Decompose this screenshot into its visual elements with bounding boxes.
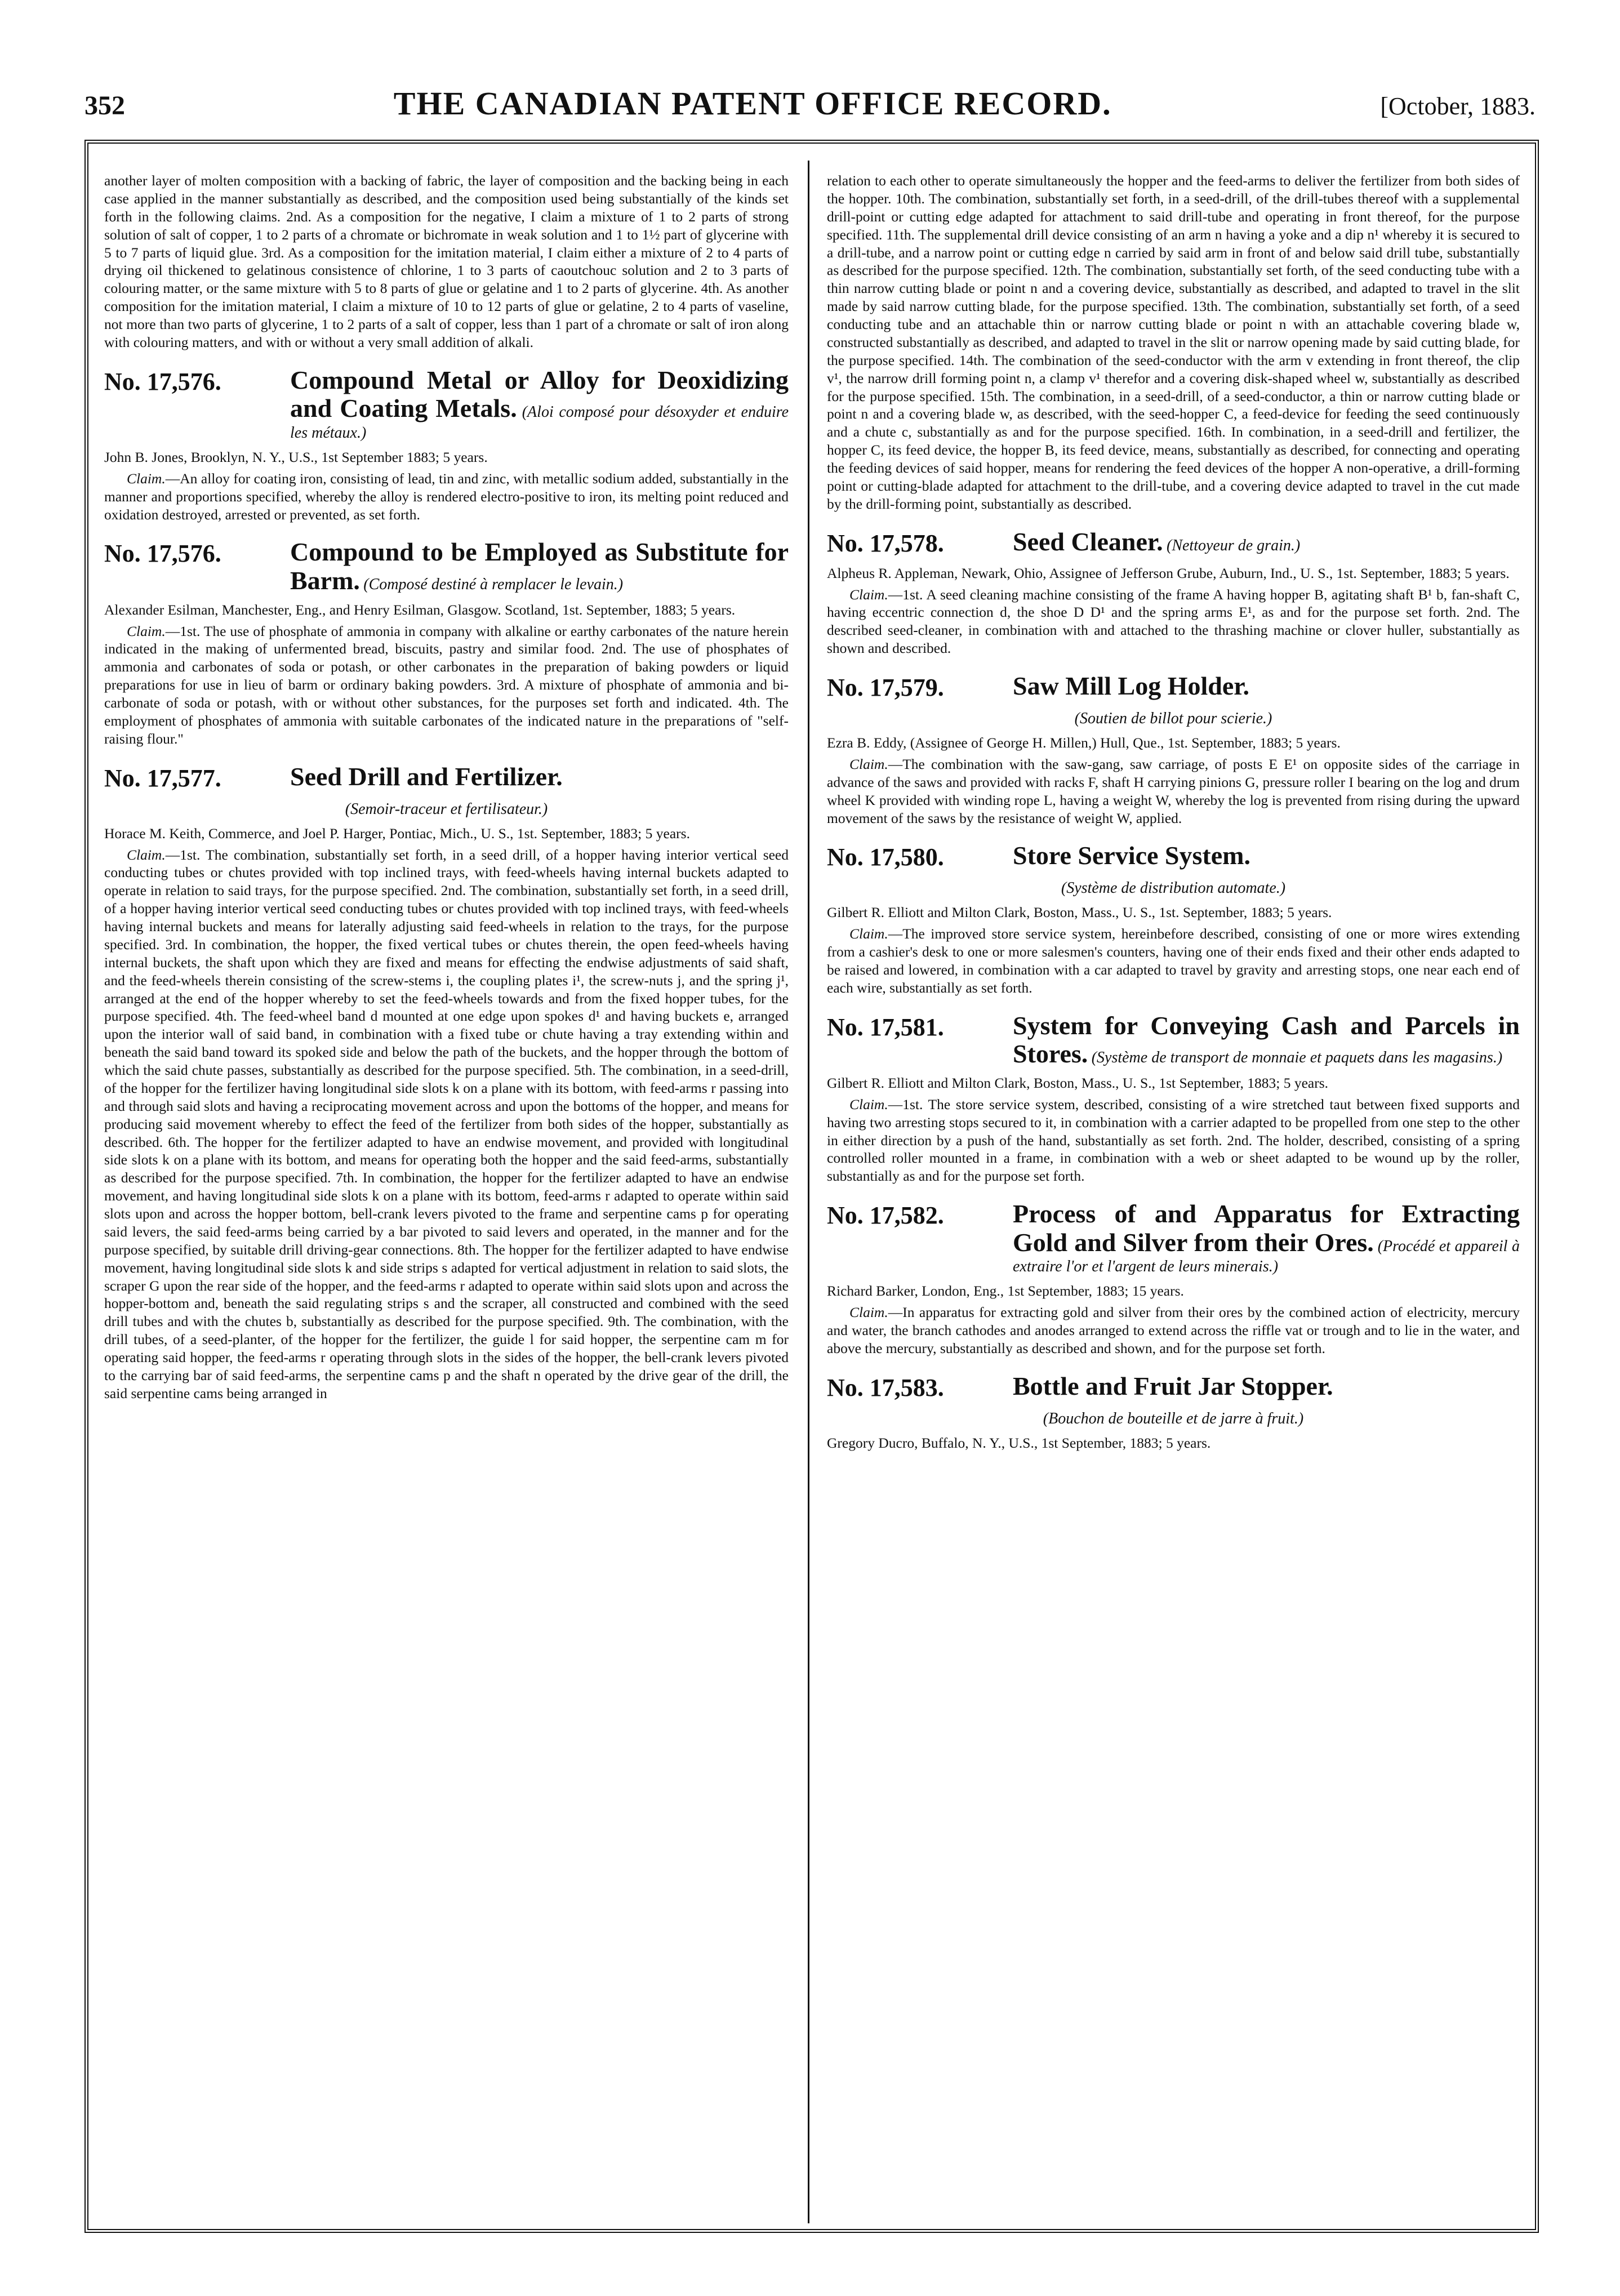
patent-title: Seed Cleaner. xyxy=(1013,527,1163,556)
patent-entry xyxy=(104,366,789,524)
patent-entry xyxy=(104,538,789,747)
claim-text xyxy=(827,586,1520,658)
patent-number: No. 17,580. xyxy=(827,843,944,871)
claim-text xyxy=(827,755,1520,827)
claim-body: —1st. The combination, substantially set forth, in a seed drill, of a hopper having interior vertical seed conducting tubes or chutes provided with top inclined trays, with feed-wheels having internal buckets adapted to operate in relation to said trays, for the purpose specified. 2nd. The combination, substantially set forth, in a seed drill, of a hopper having interior vertical seed conducting tubes or chutes provided with top inclined trays, with feed-wheels having internal buckets and means for laterally adjusting said feed-wheels in relation to the trays, for the purpose specified. 3rd. In combination, the hopper, the fixed vertical tubes or chutes therein, the open feed-wheels having internal buckets, the shaft upon which they are fixed and means for effecting the endwise adjustments of said shaft, and the feed-wheels therein consisting of the screw-stems i, the coupling plates i¹, the screw-nuts j, and the spring j¹, arranged at the end of the hopper whereby to set the feed-wheels towards and from the fixed hopper tubes, for the purpose specified. 4th. The feed-wheel band d mounted at one edge upon spokes d¹ and having buckets e, arranged upon the interior wall of said band, in combination with a fixed tube or chute having a tray extending within and beneath the said band toward its spoked side and below the path of the buckets, and the hopper through the bottom of which the said chute passes, substantially as described for the purpose specified. 5th. The combination, in a seed-drill, of the hopper for the fertilizer having longitudinal side slots k on a plane with its bottom, with feed-arms r passing into and through said slots and having a reciprocating movement across and upon the bottoms of the hopper, and means for producing said movement whereby to effect the feed of the fertilizer from both sides of the hopper, substantially as described. 6th. The hopper for the fertilizer adapted to have an endwise movement, and provided with longitudinal side slots k on a plane with its bottom, and means for operating both the hopper and the said feed-arms, substantially as described for the purpose specified. 7th. In combination, the hopper for the fertilizer adapted to have an endwise movement, and having longitudinal side slots k on a plane with its bottom, feed-arms r adapted to operate within said slots upon and across the hopper bottom, bell-crank levers pivoted to the frame and serpentine cams p for operating said levers, the said feed-arms being carried by a bar pivoted to said levers and operated, in the manner and for the purpose specified, by suitable drill driving-gear connections. 8th. The hopper for the fertilizer adapted to have endwise movement, having longitudinal side slots k and side strips s adapted for vertical adjustment in relation to said slots, the scraper G upon the rear side of the hopper, and the feed-arms r adapted to operate within said slots upon and across the hopper-bottom and, beneath the said regulating strips s and the scraper, all constructed and combined with the seed drill tubes and with the chutes b, substantially as described for the purpose specified. 9th. The combination, with the drill tubes, of a seed-planter, of the hopper for the fertilizer, the guide l for said hopper, the serpentine cam m for operating said hopper, the feed-arms r operating through slots in the sides of the hopper, the bell-crank levers pivoted to the carrying bar of said feed-arms, the serpentine cams p and the shaft n operated by the drive gear of the drill, the said serpentine cams being arranged in xyxy=(104,846,789,1401)
patent-number: No. 17,583. xyxy=(827,1373,944,1401)
continued-claim-text: another layer of molten composition with a backing of fabric, the layer of composition and the backing being in each case applied in the manner substantially as described, and the composition used being substantially of the kinds set forth in the following claims. 2nd. As a composition for the negative, I claim a mixture of 1 to 2 parts of strong solution of salt of copper, 1 to 2 parts of a chromate or bichromate in weak solution and 1 to 1½ part of glycerine with 5 to 7 parts of liquid glue. 3rd. As a composition for the imitation material, I claim either a mixture of 2 to 4 parts of drying oil thickened to gelatinous consistence of chlorine, 1 to 3 parts of caoutchouc solution and 2 to 3 parts of colouring matter, or the same mixture with 5 to 8 parts of glue or gelatine and 1 to 2 parts of glycerine. 4th. As another composition for the imitation material, I claim a mixture of 10 to 12 parts of glue or gelatine, 2 to 4 parts of vaseline, not more than two parts of glycerine, 1 to 2 parts of a salt of copper, less than 1 part of a chromate or salt of iron along with colouring matters, and with or without a very small addition of alkali. xyxy=(104,172,789,350)
patent-entry xyxy=(827,1012,1520,1185)
page-header xyxy=(84,84,1536,135)
entry-heading xyxy=(827,842,1520,873)
claim-label: Claim. xyxy=(127,846,166,863)
patent-title: System for Conveying Cash and Parcels in Stores. xyxy=(1013,1011,1520,1069)
claim-text xyxy=(827,1096,1520,1185)
french-title: (Système de distribution automate.) xyxy=(1061,879,1286,897)
patent-number: No. 17,582. xyxy=(827,1202,944,1230)
patent-number: No. 17,576. xyxy=(104,540,221,568)
patentee-line: Gilbert R. Elliott and Milton Clark, Boston, Mass., U. S., 1st September, 1883; 5 years. xyxy=(827,1074,1329,1091)
claim-label: Claim. xyxy=(849,586,888,603)
claim-body: —The combination with the saw-gang, saw carriage, of posts E E¹ on opposite sides of the carriage in advance of the saws and provided with racks F, shaft H carrying pinions G, pressure roller I bearing on the log and drum wheel K provided with winding rope L, having a weight W, whereby the log is prevented from rising during the upward movement of the saws by the resistance of weight W, applied. xyxy=(827,755,1520,826)
patent-title: Process of and Apparatus for Extracting Gold and Silver from their Ores. xyxy=(1013,1199,1520,1257)
patent-number: No. 17,579. xyxy=(827,674,944,701)
patent-number: No. 17,581. xyxy=(827,1013,944,1041)
entry-heading xyxy=(827,1200,1520,1276)
french-title: (Bouchon de bouteille et de jarre à fruit.) xyxy=(1043,1409,1304,1427)
patentee-line: Gregory Ducro, Buffalo, N. Y., U.S., 1st September, 1883; 5 years. xyxy=(827,1434,1211,1451)
french-title: (Système de transport de monnaie et paquets dans les magasins.) xyxy=(1091,1049,1503,1067)
column-divider xyxy=(808,161,809,2223)
claim-text xyxy=(827,925,1520,997)
claim-body: —The improved store service system, hereinbefore described, consisting of one or more wires extending from a cashier's desk to one or more salesmen's counters, having one of their ends fixed and their other ends adapted to be raised and lowered, in combination with a car adapted to travel by gravity and arresting stops, one near each end of each wire, substantially as set forth. xyxy=(827,925,1520,996)
claim-label: Claim. xyxy=(127,622,166,639)
patentee-line: Alpheus R. Appleman, Newark, Ohio, Assignee of Jefferson Grube, Auburn, Ind., U. S., 1st. September, 1883; 5 years. xyxy=(827,564,1510,581)
claim-label: Claim. xyxy=(849,1096,888,1113)
patent-entry xyxy=(104,763,789,1403)
french-title: (Procédé et appareil à extraire l'or et l'argent de leurs minerais.) xyxy=(1013,1237,1520,1276)
patent-entry xyxy=(827,528,1520,657)
patent-title: Store Service System. xyxy=(1013,841,1250,870)
patentee-line: Alexander Esilman, Manchester, Eng., and Henry Esilman, Glasgow. Scotland, 1st. September, 1883; 5 years. xyxy=(104,601,736,618)
entry-heading xyxy=(104,538,789,595)
patent-entry xyxy=(827,1372,1520,1452)
patent-title: Bottle and Fruit Jar Stopper. xyxy=(1013,1371,1333,1400)
claim-text xyxy=(104,846,789,1403)
right-column xyxy=(827,172,1520,2222)
patent-entry xyxy=(827,842,1520,996)
patentee-line: John B. Jones, Brooklyn, N. Y., U.S., 1st September 1883; 5 years. xyxy=(104,448,488,465)
continued-claim-text: relation to each other to operate simultaneously the hopper and the feed-arms to deliver the fertilizer from both sides of the hopper. 10th. The combination, substantially set forth, in a seed-drill, of the drill-tubes thereof with a supplemental drill-point or cutting edge adapted for attachment to said drill-tube and operating in front thereof, for the purpose specified. 11th. The supplemental drill device consisting of an arm n having a yoke and a dip n¹ whereby it is secured to a drill-tube, and a narrow point or cutting edge n carried by said arm in front of and below said drill tube, substantially as described for the purpose specified. 12th. The combination, substantially set forth, of the seed conducting tube with a thin narrow cutting blade or point n and a covering device, substantially as described, and adapted to travel in the slit made by said narrow cutting blade, for the purpose specified. 13th. The combination, substantially set forth, of a seed conducting tube and an attachable thin or narrow cutting blade or point n with an attachable covering blade w, constructed substantially as described, and adapted to travel in the slit or narrow opening made by said cutting blade, for the purpose specified. 14th. The combination of the seed-conductor with the arm v extending in front thereof, the clip v¹, the narrow drill forming point n, a clamp v¹ therefor and a covering disk-shaped wheel w, substantially as described for the purpose specified. 15th. The combination, in a seed-drill, of a seed-conductor, a thin or narrow cutting blade or point n and a covering blade w, as described, with the seed-hopper C, a feed-device for feeding the seed continuously and a chute c, substantially as and for the purpose specified. 16th. In combination, in a seed-drill and fertilizer, the hopper C, its feed device, the hopper B, its feed device, means, substantially as described, for connecting and operating the feeding devices of said hopper, means for rendering the feed devices of the hopper A non-operative, a drill-forming point or cutting-blade adapted for attachment to the drill-tube, and a covering device adapted to travel in the cut made by the drill-forming point, substantially as described. xyxy=(827,172,1520,512)
patent-title: Compound to be Employed as Substitute for Barm. xyxy=(290,537,789,595)
claim-label: Claim. xyxy=(849,755,888,772)
french-title: (Composé destiné à remplacer le levain.) xyxy=(363,576,624,594)
page-number: 352 xyxy=(84,91,125,121)
journal-title: THE CANADIAN PATENT OFFICE RECORD. xyxy=(393,85,1112,122)
claim-text xyxy=(827,1303,1520,1358)
issue-date: [October, 1883. xyxy=(1380,92,1536,120)
claim-text xyxy=(104,470,789,524)
claim-body: —1st. A seed cleaning machine consisting of the frame A having hopper B, agitating shaft B¹ b, fan-shaft C, having eccentric connection d, the shoe D D¹ and the spring arms E¹, as and for the purpose set forth. 2nd. The described seed-cleaner, in combination with and attached to the thrashing machine or clover huller, substantially as shown and described. xyxy=(827,586,1520,657)
entry-heading xyxy=(104,366,789,443)
french-title: (Nettoyeur de grain.) xyxy=(1167,536,1301,554)
patent-entry xyxy=(827,672,1520,827)
french-title: (Aloi composé pour désoxyder et enduire les métaux.) xyxy=(290,403,789,442)
patent-title: Seed Drill and Fertilizer. xyxy=(290,762,563,791)
entry-heading xyxy=(827,1372,1520,1403)
entry-heading xyxy=(827,672,1520,703)
french-title: (Soutien de billot pour scierie.) xyxy=(1074,710,1272,727)
claim-label: Claim. xyxy=(849,925,888,942)
patent-number: No. 17,576. xyxy=(104,367,221,395)
patentee-line: Ezra B. Eddy, (Assignee of George H. Millen,) Hull, Que., 1st. September, 1883; 5 years. xyxy=(827,735,1341,751)
entry-heading xyxy=(827,528,1520,559)
patentee-line: Horace M. Keith, Commerce, and Joel P. Harger, Pontiac, Mich., U. S., 1st. September, 1883; 5 years. xyxy=(104,825,690,842)
claim-label: Claim. xyxy=(849,1304,888,1321)
patent-title: Saw Mill Log Holder. xyxy=(1013,671,1249,700)
claim-body: —1st. The use of phosphate of ammonia in company with alkaline or earthy carbonates of the nature herein indicated in the making of unfermented bread, biscuits, pastry and similar food. 2nd. The use of phosphates of ammonia and carbonates of soda or potash, or other carbonates in the preparation of baking powders or liquid preparations for use in lieu of barm or ordinary baking powders. 3rd. A mixture of phosphate of ammonia and bi-carbonate of soda or potash, with or without other substances, for the purposes set forth and indicated. 4th. The employment of phosphates of ammonia with suitable carbonates of the indicated nature in the preparations of "self-raising flour." xyxy=(104,622,789,747)
patentee-line: Gilbert R. Elliott and Milton Clark, Boston, Mass., U. S., 1st. September, 1883; 5 years. xyxy=(827,904,1332,921)
entry-heading xyxy=(827,1012,1520,1069)
entry-heading xyxy=(104,763,789,794)
claim-body: —1st. The store service system, described, consisting of a wire stretched taut between fixed supports and having two arresting stops secured to it, in combination with a carrier adapted to be propelled from one step to the other in either direction by a push of the hand, substantially as set forth. 2nd. The holder, described, consisting of a spring controlled roller mounted in a frame, in combination with a web or sheet adapted to be wound up by the roller, substantially as and for the purpose set forth. xyxy=(827,1096,1520,1185)
left-column xyxy=(104,172,789,2222)
patent-title: Compound Metal or Alloy for Deoxidizing and Coating Metals. xyxy=(290,365,789,423)
patent-entry xyxy=(827,1200,1520,1358)
patent-number: No. 17,578. xyxy=(827,529,944,557)
claim-text xyxy=(104,622,789,748)
patent-number: No. 17,577. xyxy=(104,764,221,792)
claim-body: —In apparatus for extracting gold and silver from their ores by the combined action of electricity, mercury and water, the branch cathodes and anodes arranged to extend across the riffle vat or trough and to lie in the water, and above the mercury, substantially as described and shown, and for the purpose set forth. xyxy=(827,1304,1520,1356)
french-title: (Semoir-traceur et fertilisateur.) xyxy=(345,800,548,818)
claim-label: Claim. xyxy=(127,470,166,487)
patentee-line: Richard Barker, London, Eng., 1st September, 1883; 15 years. xyxy=(827,1283,1184,1300)
claim-body: —An alloy for coating iron, consisting of lead, tin and zinc, with metallic sodium added, substantially in the manner and proportions specified, whereby the alloy is rendered electro-positive to iron, its melting point reduced and oxidation destroyed, arrested or prevented, as set forth. xyxy=(104,470,789,523)
